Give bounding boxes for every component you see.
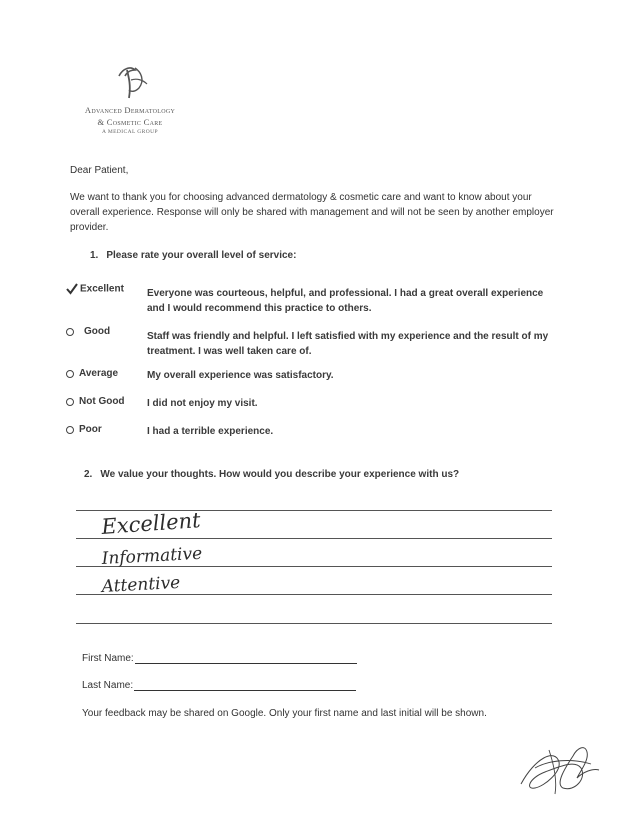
last-name-input[interactable] [134, 680, 356, 691]
intro-paragraph: We want to thank you for choosing advanced dermatology & cosmetic care and want to know about your overall experience. Response will only be shared with management and will not be seen by another employer provider. [70, 192, 554, 233]
handwritten-answer [100, 506, 220, 598]
last-name-field [82, 680, 356, 691]
question-1-number: 1. [90, 250, 99, 261]
logo-line-2: & Cosmetic Care [97, 117, 163, 127]
radio-circle-icon[interactable] [66, 328, 74, 336]
last-name-label: Last Name: [82, 680, 134, 691]
question-1-text: Please rate your overall level of service: [106, 250, 297, 261]
checkmark-icon [66, 283, 78, 295]
option-poor-label: Poor [79, 424, 102, 435]
radio-circle-icon[interactable] [66, 426, 74, 434]
option-average[interactable] [66, 368, 118, 379]
option-not-good[interactable] [66, 396, 125, 407]
handwritten-word-1: Excellent [100, 508, 202, 539]
option-not-good-label: Not Good [79, 396, 125, 407]
option-poor[interactable] [66, 424, 102, 435]
question-2 [84, 469, 459, 480]
answer-line[interactable] [76, 623, 552, 624]
option-good-description: Staff was friendly and helpful. I left satisfied with my experience and the result of my treatment. I was well taken care of. [147, 331, 549, 357]
option-not-good-description: I did not enjoy my visit. [147, 398, 258, 409]
footer-note: Your feedback may be shared on Google. Only your first name and last initial will be shown. [82, 708, 487, 719]
question-2-text: We value your thoughts. How would you describe your experience with us? [100, 469, 460, 480]
option-good-label: Good [84, 326, 111, 337]
radio-circle-icon[interactable] [66, 398, 74, 406]
radio-circle-icon[interactable] [66, 370, 74, 378]
logo-line-3: A MEDICAL GROUP [102, 129, 158, 135]
question-1 [90, 250, 296, 261]
handwritten-word-3: Attentive [101, 572, 181, 597]
logo-line-1: Advanced Dermatology [84, 105, 176, 115]
option-poor-description: I had a terrible experience. [147, 426, 274, 437]
handwritten-word-2: Informative [101, 543, 203, 569]
option-average-description: My overall experience was satisfactory. [147, 370, 334, 381]
question-2-number: 2. [84, 469, 93, 480]
first-name-field [82, 653, 357, 664]
option-average-label: Average [79, 368, 119, 379]
option-excellent-description: Everyone was courteous, helpful, and professional. I had a great overall experience and I would recommend this practice to others. [147, 288, 544, 314]
option-excellent-label: Excellent [80, 283, 124, 295]
stylized-figure-logo-icon [105, 62, 155, 102]
first-name-input[interactable] [135, 653, 357, 664]
option-excellent[interactable] [66, 283, 124, 295]
handwritten-signature [515, 738, 603, 798]
practice-logo [70, 62, 190, 135]
salutation: Dear Patient, [70, 165, 129, 176]
first-name-label: First Name: [82, 653, 134, 664]
option-good[interactable] [66, 326, 110, 337]
